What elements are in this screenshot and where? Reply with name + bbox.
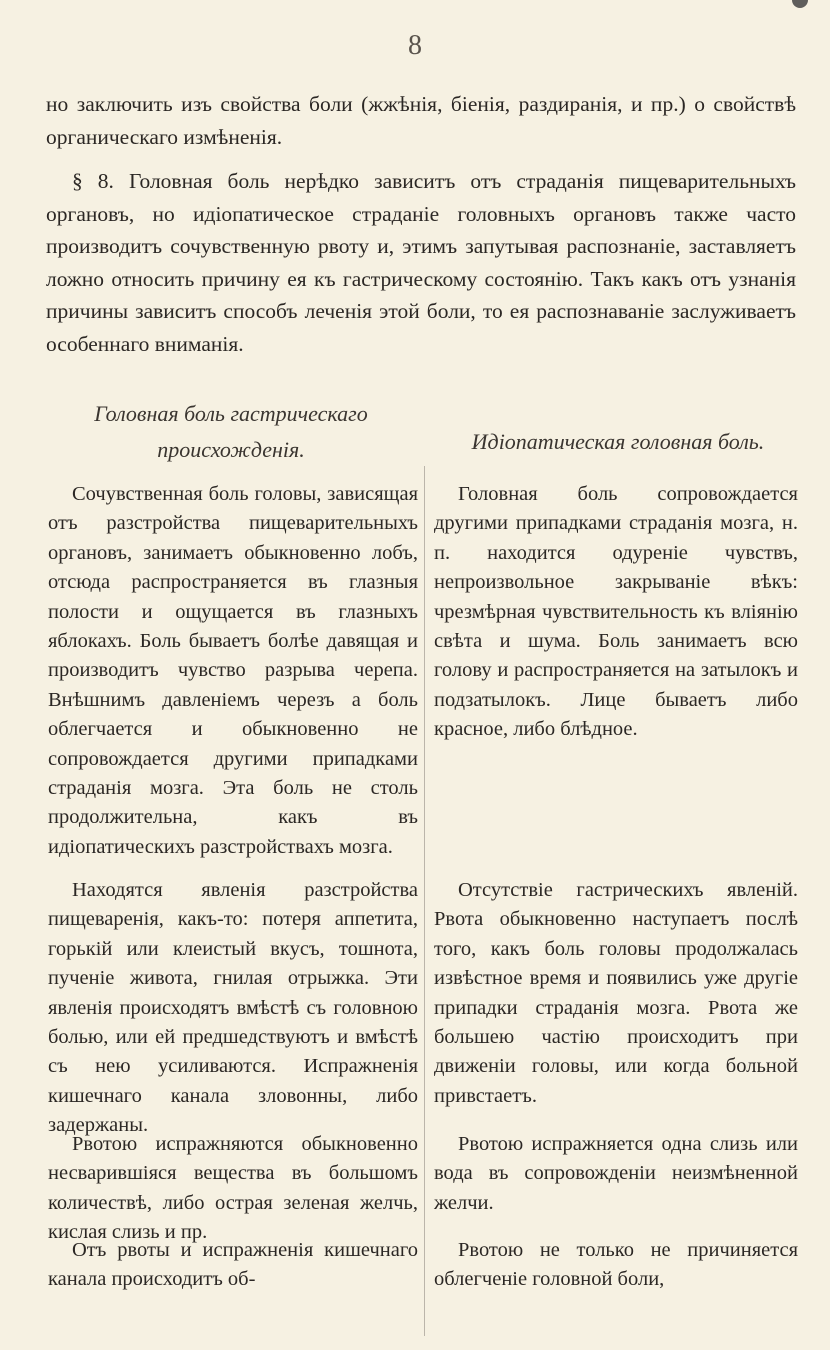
right-paragraph: Отсутствіе гастрическихъ явленій. Рвота обыкновенно наступаетъ послѣ того, какъ боль головы продолжалась извѣстное время и появились уже другіе припадки страданія мозга. Рвота же большею частію происходитъ при движеніи головы, или когда больной привстаетъ. — [434, 879, 798, 1107]
left-column-block-3 — [48, 1130, 418, 1248]
left-paragraph: Рвотою испражняются обыкновенно несварившіяся вещества въ большомъ количествѣ, либо острая зеленая желчь, кислая слизь и пр. — [48, 1133, 418, 1244]
right-paragraph: Рвотою не только не причиняется облегченіе головной боли, — [434, 1239, 798, 1291]
column-divider — [424, 466, 425, 1336]
left-paragraph: Отъ рвоты и испражненія кишечнаго канала происходитъ об- — [48, 1239, 418, 1291]
left-column-block-4 — [48, 1236, 418, 1295]
right-paragraph: Головная боль сопровождается другими припадками страданія мозга, н. п. находится одуреніе чувствъ, непроизвольное закрываніе вѣкъ: чрезмѣрная чувствительность къ вліянію свѣта и шума. Боль занимаетъ всю голову и распространяется на затылокъ и подзатылокъ. Лице бываетъ либо красное, либо блѣдное. — [434, 483, 798, 741]
right-column-block-2 — [434, 876, 798, 1111]
right-column-block-1 — [434, 480, 798, 745]
left-column-block-1 — [48, 480, 418, 862]
right-paragraph: Рвотою испражняется одна слизь или вода въ сопровожденіи неизмѣненной желчи. — [434, 1133, 798, 1214]
right-column-block-3 — [434, 1130, 798, 1218]
scan-corner-mark — [792, 0, 808, 8]
left-paragraph: Сочувственная боль головы, зависящая отъ разстройства пищеварительныхъ органовъ, занимаетъ обыкновенно лобъ, отсюда распространяется въ глазныя полости и ощущается въ глазныхъ яблокахъ. Боль бываетъ болѣе давящая и производитъ чувство разрыва черепа. Внѣшнимъ давленіемъ черезъ а боль облегчается и обыкновенно не сопровождается другими припадками страданія мозга. Эта боль не столь продолжительна, какъ въ идіопатическихъ разстройствахъ мозга. — [48, 483, 418, 858]
right-column-block-4 — [434, 1236, 798, 1295]
intro-text — [46, 88, 796, 360]
right-column-heading: Идіопатическая головная боль. — [471, 429, 765, 454]
section-8-paragraph: § 8. Головная боль нерѣдко зависитъ отъ страданія пищеварительныхъ органовъ, но идіопатическое страданіе головныхъ органовъ также часто производитъ сочувственную рвоту и, этимъ запутывая распознаніе, заставляетъ ложно относить причину ея къ гастрическому состоянію. Такъ какъ отъ узнанія причины зависитъ способъ леченія этой боли, то ея распознаваніе заслуживаетъ особеннаго вниманія. — [46, 169, 796, 356]
left-paragraph: Находятся явленія разстройства пищеваренія, какъ-то: потеря аппетита, горькій или клеистый вкусъ, тошнота, пученіе живота, гнилая отрыжка. Эти явленія происходятъ вмѣстѣ съ головною болью, или ей предшедствуютъ и вмѣстѣ съ нею усиливаются. Испражненія кишечнаго канала зловонны, либо задержаны. — [48, 879, 418, 1137]
left-column-block-2 — [48, 876, 418, 1141]
left-column-heading: Головная боль гастрическаго происхожденія. — [94, 401, 368, 462]
page-number: 8 — [408, 30, 422, 61]
intro-continuation: но заключить изъ свойства боли (жжѣнія, біенія, раздиранія, и пр.) о свойствѣ органическаго измѣненія. — [46, 92, 796, 149]
